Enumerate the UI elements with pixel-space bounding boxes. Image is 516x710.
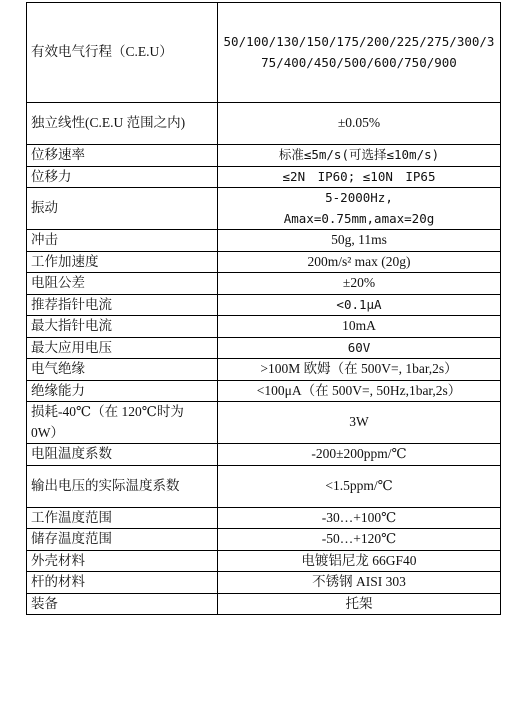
param-cell: 有效电气行程（C.E.U） <box>27 3 218 103</box>
param-cell: 冲击 <box>27 230 218 252</box>
param-cell: 装备 <box>27 593 218 615</box>
vibration-frequency: 5-2000Hz, <box>325 190 393 205</box>
value-cell <box>218 188 501 230</box>
table-row <box>27 145 501 167</box>
param-cell: 推荐指针电流 <box>27 294 218 316</box>
value-cell: ±20% <box>218 273 501 295</box>
param-cell: 振动 <box>27 188 218 230</box>
table-row <box>27 465 501 507</box>
value-cell: -50…+120℃ <box>218 529 501 551</box>
table-row <box>27 444 501 466</box>
value-cell: -200±200ppm/℃ <box>218 444 501 466</box>
value-cell: -30…+100℃ <box>218 507 501 529</box>
value-cell: 不锈钢 AISI 303 <box>218 572 501 594</box>
param-cell: 绝缘能力 <box>27 380 218 402</box>
table-row <box>27 230 501 252</box>
value-cell: 托架 <box>218 593 501 615</box>
param-cell: 独立线性(C.E.U 范围之内) <box>27 103 218 145</box>
table-row <box>27 103 501 145</box>
table-row <box>27 316 501 338</box>
table-row <box>27 294 501 316</box>
table-row <box>27 251 501 273</box>
param-cell: 储存温度范围 <box>27 529 218 551</box>
value-cell: 10mA <box>218 316 501 338</box>
value-cell: <100μA（在 500V=, 50Hz,1bar,2s） <box>218 380 501 402</box>
table-row <box>27 529 501 551</box>
table-row <box>27 507 501 529</box>
table-row <box>27 166 501 188</box>
value-cell: <1.5ppm/℃ <box>218 465 501 507</box>
param-cell: 外壳材料 <box>27 550 218 572</box>
value-cell: 200m/s² max (20g) <box>218 251 501 273</box>
table-row <box>27 337 501 359</box>
value-cell: <0.1μA <box>218 294 501 316</box>
param-cell: 位移速率 <box>27 145 218 167</box>
table-row <box>27 380 501 402</box>
table-row <box>27 550 501 572</box>
table-row <box>27 273 501 295</box>
table-row <box>27 593 501 615</box>
value-cell: 50/100/130/150/175/200/225/275/300/375/400/450/500/600/750/900 <box>218 3 501 103</box>
param-cell: 电阻公差 <box>27 273 218 295</box>
value-cell: 电镀铝尼龙 66GF40 <box>218 550 501 572</box>
value-cell: >100M 欧姆（在 500V=, 1bar,2s） <box>218 359 501 381</box>
param-cell: 电气绝缘 <box>27 359 218 381</box>
value-cell: 60V <box>218 337 501 359</box>
vibration-amplitude: Amax=0.75mm,amax=20g <box>283 210 435 226</box>
table-row <box>27 3 501 103</box>
value-cell: ≤2N IP60; ≤10N IP65 <box>218 166 501 188</box>
table-row <box>27 188 501 230</box>
value-cell: 3W <box>218 402 501 444</box>
value-cell: 50g, 11ms <box>218 230 501 252</box>
table-row <box>27 572 501 594</box>
param-cell: 电阻温度系数 <box>27 444 218 466</box>
param-cell: 输出电压的实际温度系数 <box>27 465 218 507</box>
param-cell: 杆的材料 <box>27 572 218 594</box>
spec-table <box>26 2 501 615</box>
param-cell: 位移力 <box>27 166 218 188</box>
param-cell: 工作加速度 <box>27 251 218 273</box>
param-cell: 最大应用电压 <box>27 337 218 359</box>
table-row <box>27 402 501 444</box>
value-cell: ±0.05% <box>218 103 501 145</box>
param-cell: 最大指针电流 <box>27 316 218 338</box>
table-row <box>27 359 501 381</box>
param-cell: 损耗-40℃（在 120℃时为 0W） <box>27 402 218 444</box>
param-cell: 工作温度范围 <box>27 507 218 529</box>
value-cell: 标准≤5m/s(可选择≤10m/s) <box>218 145 501 167</box>
